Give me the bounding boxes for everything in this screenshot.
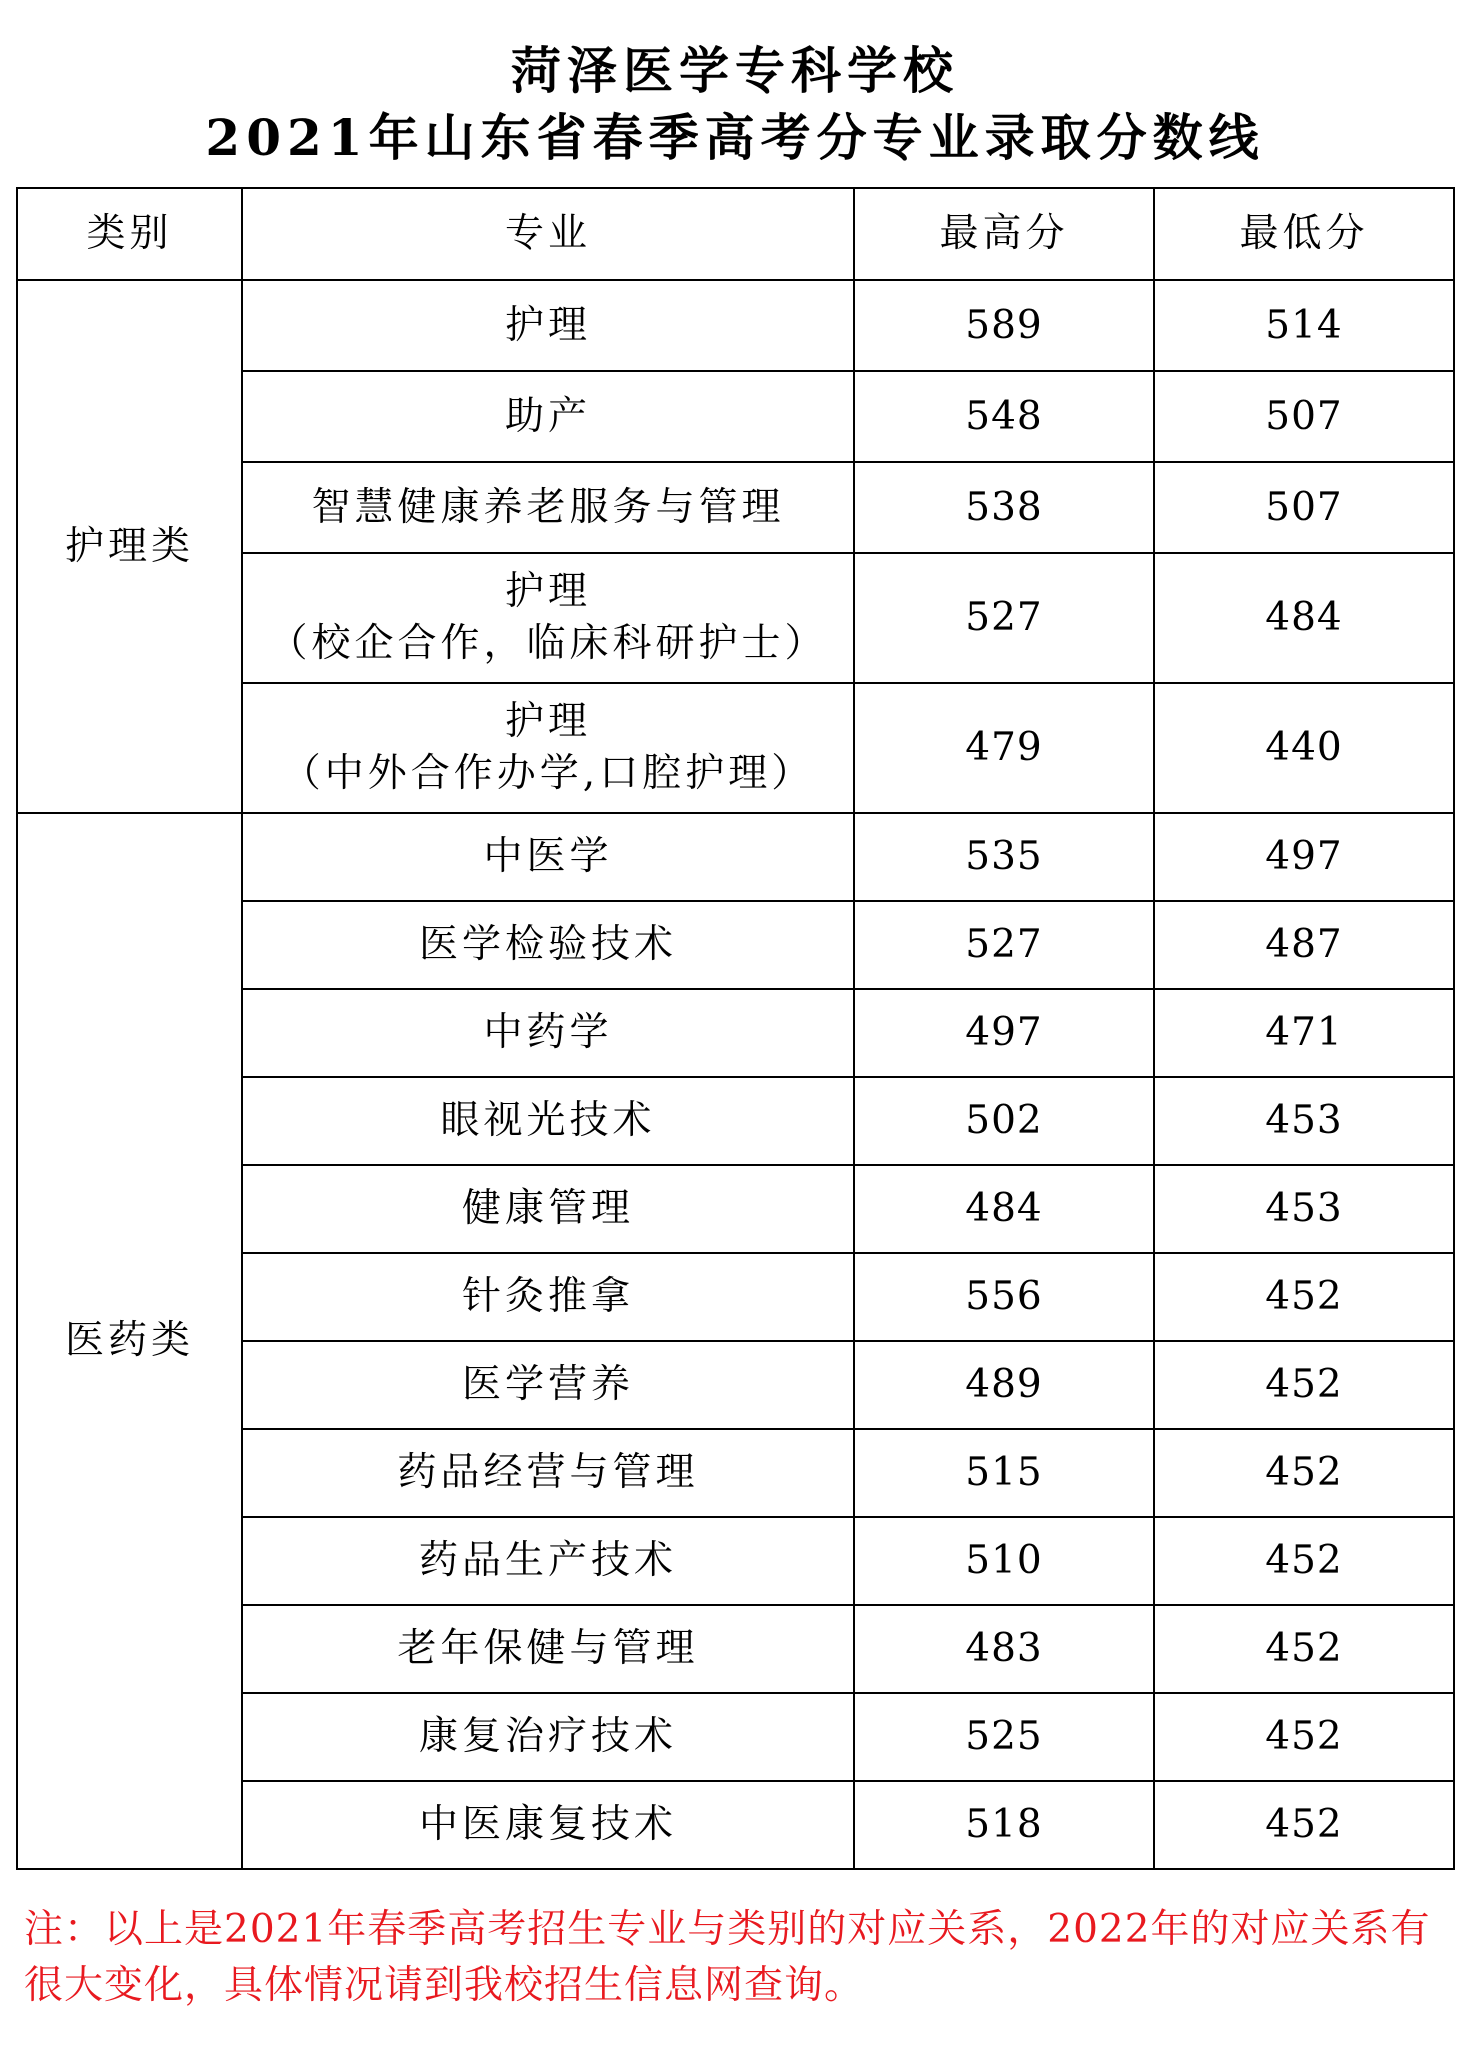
major-name: 护理 [504, 699, 591, 744]
min-score-cell: 514 [1154, 280, 1454, 371]
major-cell: 康复治疗技术 [242, 1693, 854, 1781]
min-score-cell: 507 [1154, 462, 1454, 553]
max-score-cell: 527 [854, 901, 1154, 989]
major-cell [242, 553, 854, 683]
min-score-cell: 452 [1154, 1605, 1454, 1693]
category-cell-medicine: 医药类 [17, 813, 242, 1869]
major-cell [242, 683, 854, 813]
min-score-cell: 452 [1154, 1341, 1454, 1429]
major-cell: 药品生产技术 [242, 1517, 854, 1605]
major-note: （中外合作办学,口腔护理） [281, 751, 815, 796]
min-score-cell: 497 [1154, 813, 1454, 901]
major-cell: 眼视光技术 [242, 1077, 854, 1165]
max-score-cell: 483 [854, 1605, 1154, 1693]
max-score-cell: 497 [854, 989, 1154, 1077]
major-name: 护理 [504, 569, 591, 614]
footnote: 注：以上是2021年春季高考招生专业与类别的对应关系，2022年的对应关系有很大变化，具体情况请到我校招生信息网查询。 [24, 1907, 1431, 2008]
min-score-cell: 453 [1154, 1165, 1454, 1253]
category-cell-nursing: 护理类 [17, 280, 242, 813]
major-cell: 针灸推拿 [242, 1253, 854, 1341]
min-score-cell: 471 [1154, 989, 1454, 1077]
min-score-cell: 452 [1154, 1429, 1454, 1517]
major-cell: 中医康复技术 [242, 1781, 854, 1869]
min-score-cell: 452 [1154, 1781, 1454, 1869]
min-score-cell: 452 [1154, 1253, 1454, 1341]
min-score-cell: 452 [1154, 1693, 1454, 1781]
min-score-cell: 452 [1154, 1517, 1454, 1605]
max-score-cell: 515 [854, 1429, 1154, 1517]
document-subtitle: 2021年山东省春季高考分专业录取分数线 [205, 108, 1265, 167]
header-category: 类别 [17, 188, 242, 280]
major-cell: 中药学 [242, 989, 854, 1077]
min-score-cell: 440 [1154, 683, 1454, 813]
min-score-cell: 484 [1154, 553, 1454, 683]
table-row [17, 813, 1454, 901]
major-cell: 药品经营与管理 [242, 1429, 854, 1517]
min-score-cell: 507 [1154, 371, 1454, 462]
major-cell: 助产 [242, 371, 854, 462]
score-table [16, 187, 1455, 1870]
table-row [17, 280, 1454, 371]
max-score-cell: 510 [854, 1517, 1154, 1605]
major-cell: 医学营养 [242, 1341, 854, 1429]
max-score-cell: 518 [854, 1781, 1154, 1869]
max-score-cell: 548 [854, 371, 1154, 462]
major-cell: 护理 [242, 280, 854, 371]
max-score-cell: 556 [854, 1253, 1154, 1341]
max-score-cell: 525 [854, 1693, 1154, 1781]
max-score-cell: 527 [854, 553, 1154, 683]
max-score-cell: 489 [854, 1341, 1154, 1429]
min-score-cell: 487 [1154, 901, 1454, 989]
max-score-cell: 479 [854, 683, 1154, 813]
min-score-cell: 453 [1154, 1077, 1454, 1165]
max-score-cell: 589 [854, 280, 1154, 371]
major-note: （校企合作，临床科研护士） [268, 621, 828, 666]
major-cell: 中医学 [242, 813, 854, 901]
major-cell: 老年保健与管理 [242, 1605, 854, 1693]
table-header-row [17, 188, 1454, 280]
max-score-cell: 484 [854, 1165, 1154, 1253]
major-cell: 医学检验技术 [242, 901, 854, 989]
major-cell: 智慧健康养老服务与管理 [242, 462, 854, 553]
header-min-score: 最低分 [1154, 188, 1454, 280]
max-score-cell: 535 [854, 813, 1154, 901]
header-max-score: 最高分 [854, 188, 1154, 280]
document-title: 菏泽医学专科学校 [511, 41, 959, 100]
major-cell: 健康管理 [242, 1165, 854, 1253]
max-score-cell: 502 [854, 1077, 1154, 1165]
max-score-cell: 538 [854, 462, 1154, 553]
header-major: 专业 [242, 188, 854, 280]
